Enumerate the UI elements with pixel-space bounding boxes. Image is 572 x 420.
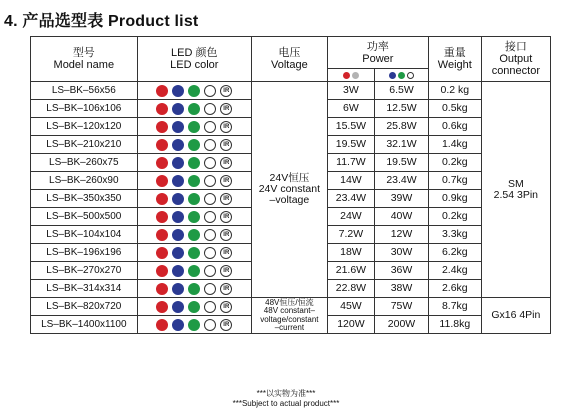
red-dot-icon [156,229,168,241]
blue-dot-icon [172,175,184,187]
blue-dot-icon [172,211,184,223]
led-color-cell [137,82,251,100]
red-dot-icon [156,157,168,169]
led-color-cell [137,280,251,298]
red-dot-icon [156,193,168,205]
weight-cell: 0.2 kg [428,82,481,100]
footer-note-en: ***Subject to actual product*** [232,399,340,408]
power-full-cell: 30W [375,244,429,262]
blue-dot-icon [172,139,184,151]
header-model-cn: 型号 [72,47,95,59]
power-rgb-cell: 7.2W [327,226,374,244]
blue-dot-icon [389,72,396,79]
power-full-cell: 200W [375,316,429,334]
footer-note-cn: ***以实物为准*** [256,389,316,398]
ir-icon: IR [220,247,232,259]
weight-cell: 0.2kg [428,208,481,226]
green-dot-icon [188,247,200,259]
green-dot-icon [398,72,405,79]
blue-dot-icon [172,283,184,295]
led-color-cell [137,190,251,208]
power-full-cell: 12W [375,226,429,244]
blue-dot-icon [172,157,184,169]
blue-dot-icon [172,193,184,205]
led-color-cell [137,226,251,244]
connector-line: SM [507,177,524,190]
green-dot-icon [188,103,200,115]
power-rgb-cell: 21.6W [327,262,374,280]
power-rgb-cell: 15.5W [327,118,374,136]
product-table [30,36,551,334]
power-rgb-cell: 45W [327,298,374,316]
page-title: 4. 产品选型表 Product list [4,13,199,30]
blue-dot-icon [172,319,184,331]
white-dot-icon [204,139,216,151]
red-dot-icon [156,175,168,187]
power-rgb-cell: 120W [327,316,374,334]
header-weight-en: Weight [437,59,472,71]
voltage-group-48v [251,298,327,334]
grey-dot-icon [352,72,359,79]
header-power [327,37,428,69]
voltage-line: –voltage [269,194,310,206]
connector-group-sm [481,82,550,298]
green-dot-icon [188,175,200,187]
red-dot-icon [156,121,168,133]
white-dot-icon [204,157,216,169]
blue-dot-icon [172,121,184,133]
blue-dot-icon [172,301,184,313]
voltage-line: 24V constant [258,183,321,195]
ir-icon: IR [220,85,232,97]
white-dot-icon [204,211,216,223]
power-rgb-cell: 24W [327,208,374,226]
voltage-line: 24V恒压 [269,172,310,184]
model-cell: LS–BK–106x106 [31,100,138,118]
table-row [31,298,551,316]
green-dot-icon [188,265,200,277]
power-full-cell: 39W [375,190,429,208]
header-weight [428,37,481,82]
ir-icon: IR [220,229,232,241]
voltage-line: 48V恒压/恒流 [265,297,314,307]
led-color-cell [137,244,251,262]
power-full-cell: 36W [375,262,429,280]
voltage-line: –current [274,323,305,332]
model-cell: LS–BK–350x350 [31,190,138,208]
led-color-cell [137,316,251,334]
voltage-group-24v [251,82,327,298]
weight-cell: 3.3kg [428,226,481,244]
weight-cell: 0.6kg [428,118,481,136]
connector-line: Gx16 4Pin [491,309,541,321]
power-full-cell: 25.8W [375,118,429,136]
header-model-en: Model name [53,59,115,71]
blue-dot-icon [172,247,184,259]
green-dot-icon [188,319,200,331]
white-dot-icon [204,247,216,259]
red-dot-icon [156,301,168,313]
header-color-en: LED color [170,59,219,71]
red-dot-icon [156,103,168,115]
white-dot-icon [204,85,216,97]
power-full-cell: 23.4W [375,172,429,190]
led-color-cell [137,100,251,118]
header-voltage [251,37,327,82]
voltage-line: voltage/constant [260,314,319,324]
model-cell: LS–BK–56x56 [31,82,138,100]
red-dot-icon [156,247,168,259]
power-rgb-cell: 23.4W [327,190,374,208]
weight-cell: 6.2kg [428,244,481,262]
weight-cell: 0.9kg [428,190,481,208]
green-dot-icon [188,121,200,133]
led-color-cell [137,154,251,172]
model-cell: LS–BK–120x120 [31,118,138,136]
led-color-cell [137,262,251,280]
header-voltage-en: Voltage [271,59,308,71]
header-color-cn: LED 颜色 [171,47,218,59]
ir-icon: IR [220,121,232,133]
white-dot-icon [407,72,414,79]
ir-icon: IR [220,265,232,277]
red-dot-icon [156,211,168,223]
red-dot-icon [343,72,350,79]
led-color-cell [137,298,251,316]
led-color-cell [137,136,251,154]
green-dot-icon [188,139,200,151]
green-dot-icon [188,229,200,241]
ir-icon: IR [220,139,232,151]
model-cell: LS–BK–260x75 [31,154,138,172]
white-dot-icon [204,283,216,295]
green-dot-icon [188,301,200,313]
power-rgb-cell: 22.8W [327,280,374,298]
table-row [31,82,551,100]
led-color-cell [137,208,251,226]
header-voltage-cn: 电压 [278,47,301,59]
red-dot-icon [156,139,168,151]
weight-cell: 8.7kg [428,298,481,316]
connector-line: 2.54 3Pin [493,188,539,201]
power-full-cell: 40W [375,208,429,226]
white-dot-icon [204,265,216,277]
power-full-cell: 38W [375,280,429,298]
white-dot-icon [204,301,216,313]
white-dot-icon [204,319,216,331]
led-color-cell [137,118,251,136]
blue-dot-icon [172,265,184,277]
ir-icon: IR [220,301,232,313]
power-rgb-cell: 19.5W [327,136,374,154]
power-full-cell: 75W [375,298,429,316]
ir-icon: IR [220,175,232,187]
weight-cell: 2.6kg [428,280,481,298]
ir-icon: IR [220,157,232,169]
power-rgb-cell: 3W [327,82,374,100]
power-rgb-cell: 6W [327,100,374,118]
power-full-cell: 6.5W [375,82,429,100]
ir-icon: IR [220,319,232,331]
green-dot-icon [188,157,200,169]
model-cell: LS–BK–1400x1100 [31,316,138,334]
power-full-cell: 19.5W [375,154,429,172]
power-rgb-cell: 11.7W [327,154,374,172]
white-dot-icon [204,193,216,205]
ir-icon: IR [220,103,232,115]
power-full-cell: 12.5W [375,100,429,118]
green-dot-icon [188,193,200,205]
power-rgb-cell: 14W [327,172,374,190]
power-full-cell: 32.1W [375,136,429,154]
green-dot-icon [188,283,200,295]
ir-icon: IR [220,211,232,223]
model-cell: LS–BK–270x270 [31,262,138,280]
weight-cell: 1.4kg [428,136,481,154]
model-cell: LS–BK–210x210 [31,136,138,154]
red-dot-icon [156,85,168,97]
header-model [31,37,138,82]
header-connector [481,37,550,82]
green-dot-icon [188,85,200,97]
white-dot-icon [204,175,216,187]
header-color [137,37,251,82]
power-rgb-cell: 18W [327,244,374,262]
power-sub-full [375,69,429,82]
white-dot-icon [204,103,216,115]
header-connector-en2: connector [491,65,540,77]
green-dot-icon [188,211,200,223]
red-dot-icon [156,265,168,277]
header-connector-en1: Output [499,53,533,65]
power-sub-rg [327,69,374,82]
blue-dot-icon [172,85,184,97]
weight-cell: 2.4kg [428,262,481,280]
ir-icon: IR [220,193,232,205]
model-cell: LS–BK–500x500 [31,208,138,226]
header-power-en: Power [362,52,394,65]
model-cell: LS–BK–260x90 [31,172,138,190]
red-dot-icon [156,283,168,295]
white-dot-icon [204,229,216,241]
weight-cell: 11.8kg [428,316,481,334]
red-dot-icon [156,319,168,331]
ir-icon: IR [220,283,232,295]
led-color-cell [137,172,251,190]
voltage-line: 48V constant– [263,306,315,315]
weight-cell: 0.2kg [428,154,481,172]
model-cell: LS–BK–314x314 [31,280,138,298]
white-dot-icon [204,121,216,133]
header-power-cn: 功率 [366,40,389,53]
weight-cell: 0.7kg [428,172,481,190]
weight-cell: 0.5kg [428,100,481,118]
header-weight-cn: 重量 [443,47,466,59]
model-cell: LS–BK–104x104 [31,226,138,244]
blue-dot-icon [172,103,184,115]
header-connector-cn: 接口 [504,41,527,53]
connector-group-gx16 [481,298,550,334]
blue-dot-icon [172,229,184,241]
model-cell: LS–BK–196x196 [31,244,138,262]
model-cell: LS–BK–820x720 [31,298,138,316]
